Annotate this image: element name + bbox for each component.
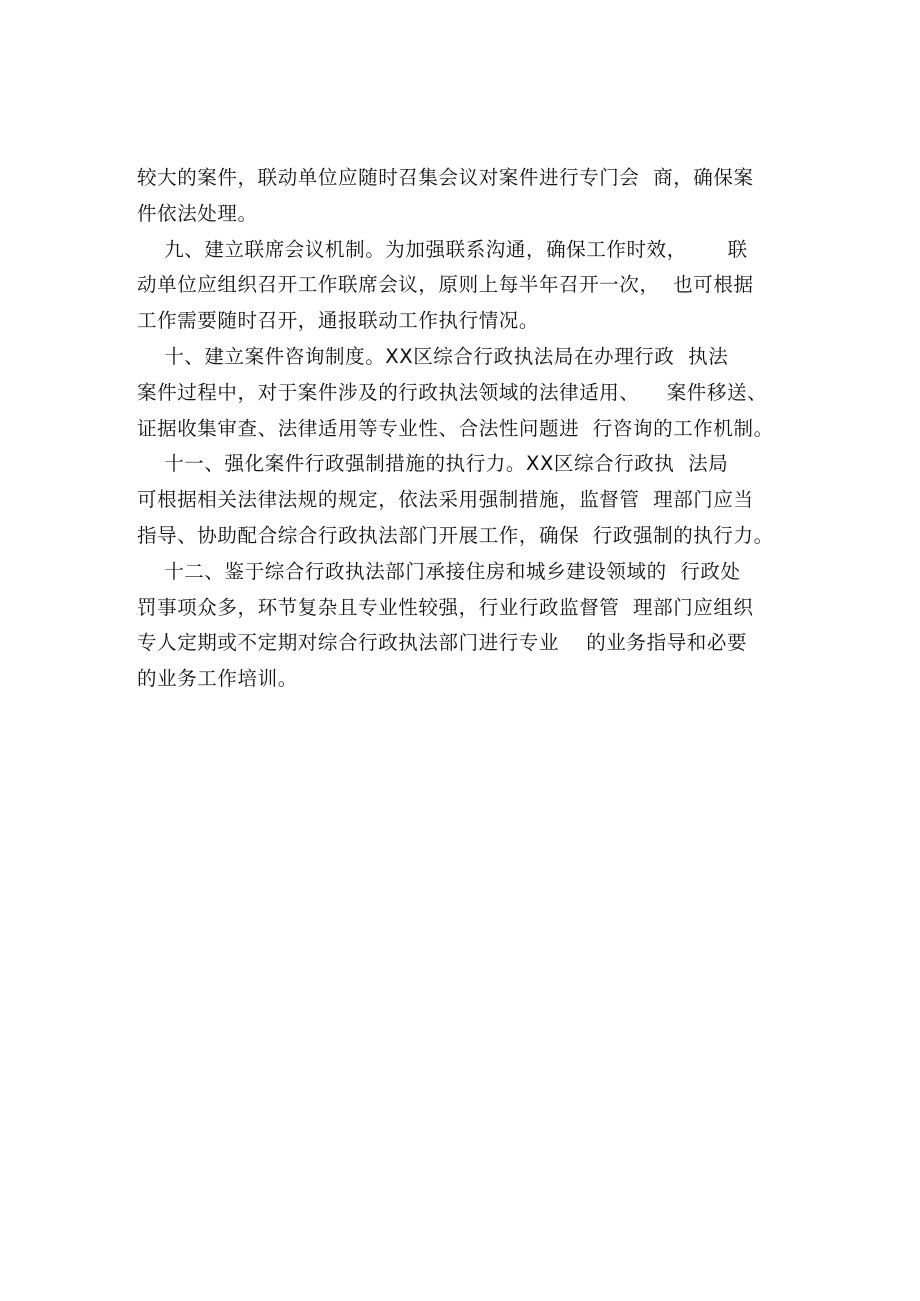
text-line: 十二、鉴于综合行政执法部门承接住房和城乡建设领域的 行政处 (137, 559, 741, 583)
text-line: 案件过程中，对于案件涉及的行政执法领域的法律适用、 案件移送、 (137, 380, 768, 404)
text-line: 十、建立案件咨询制度。XX区综合行政执法局在办理行政 执法 (137, 344, 729, 368)
document-body (137, 160, 797, 697)
text-line: 件依法处理。 (137, 201, 258, 225)
text-line: 九、建立联席会议机制。为加强联系沟通，确保工作时效， 联 (137, 237, 748, 261)
text-line: 专人定期或不定期对综合行政执法部门进行专业 的业务指导和必要 (137, 631, 748, 655)
text-line: 指导、协助配合综合行政执法部门开展工作，确保 行政强制的执行力。 (137, 523, 774, 547)
text-line: 较大的案件，联动单位应随时召集会议对案件进行专门会 商，确保案 (137, 166, 754, 189)
text-line: 动单位应组织召开工作联席会议，原则上每半年召开一次， 也可根据 (137, 273, 754, 297)
text-line: 的业务工作培训。 (137, 667, 298, 691)
text-line: 可根据相关法律法规的规定，依法采用强制措施，监督管 理部门应当 (137, 488, 754, 512)
text-line: 十一、强化案件行政强制措施的执行力。XX区综合行政执 法局 (137, 452, 729, 476)
text-line: 工作需要随时召开，通报联动工作执行情况。 (137, 309, 540, 333)
text-line: 罚事项众多，环节复杂且专业性较强，行业行政监督管 理部门应组织 (137, 595, 754, 619)
text-line: 证据收集审查、法律适用等专业性、合法性问题进 行咨询的工作机制。 (137, 416, 774, 440)
